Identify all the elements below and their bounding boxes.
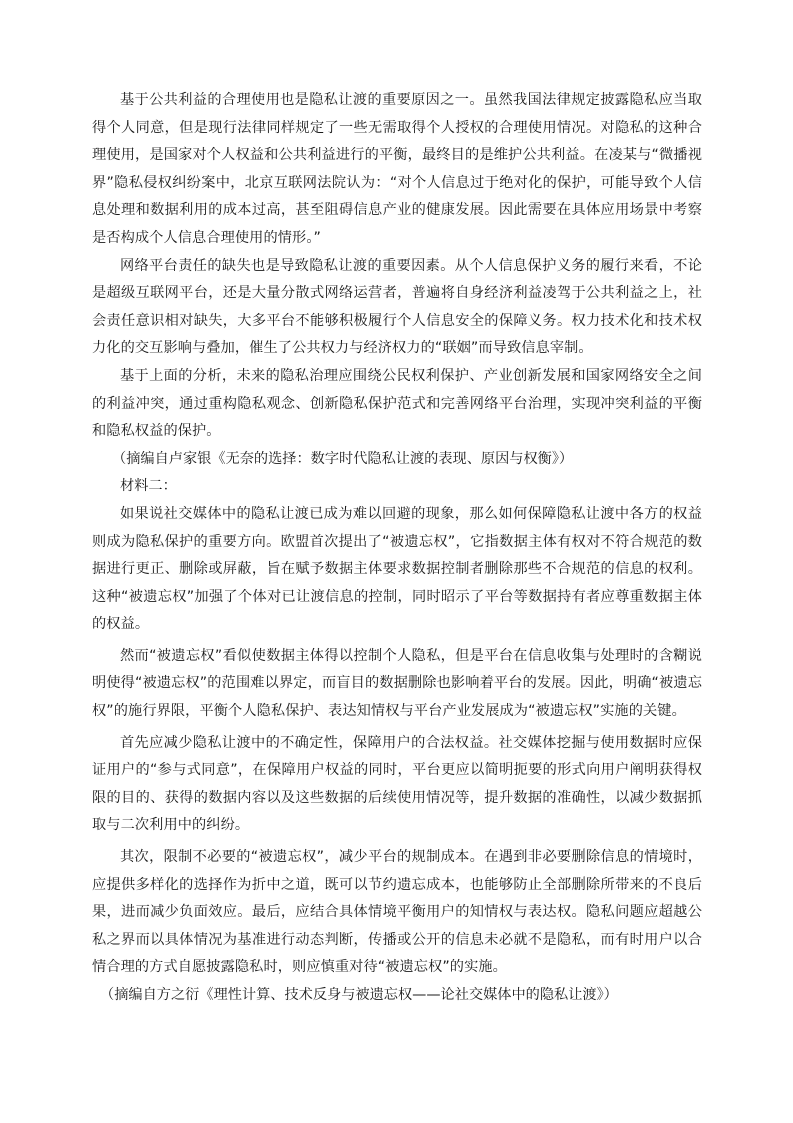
material2-label: 材料二： — [120, 478, 177, 495]
material2-source: （摘编自方之衍《理性计算、技术反身与被遗忘权——论社交媒体中的隐私让渡》） — [100, 987, 618, 1003]
material1-paragraph-3: 基于上面的分析，未来的隐私治理应围绕公民权利保护、产业创新发展和国家网络安全之间的利益冲突，通过重构隐私观念、创新隐私保护范式和完善网络平台治理，实现冲突利益的平衡和隐私权益的保护。 — [92, 367, 702, 440]
material1-paragraph-1: 基于公共利益的合理使用也是隐私让渡的重要原因之一。虽然我国法律规定披露隐私应当取得个人同意，但是现行法律同样规定了一些无需取得个人授权的合理使用情况。对隐私的这种合理使用，是国家对个人权益和公共利益进行的平衡，最终目的是维护公共利益。在凌某与“微播视界”隐私侵权纠纷案中，北京互联网法院认为：“对个人信息过于绝对化的保护，可能导致个人信息处理和数据利用的成本过高，甚至阻碍信息产业的健康发展。因此需要在具体应用场景中考察是否构成个人信息合理使用的情形。” — [92, 92, 702, 246]
material2-paragraph-2: 然而“被遗忘权”看似使数据主体得以控制个人隐私，但是平台在信息收集与处理时的含糊说明使得“被遗忘权”的范围难以界定，而盲目的数据删除也影响着平台的发展。因此，明确“被遗忘权”的施行界限，平衡个人隐私保护、表达知情权与平台产业发展成为“被遗忘权”实施的关键。 — [92, 647, 702, 720]
material2-paragraph-1: 如果说社交媒体中的隐私让渡已成为难以回避的现象，那么如何保障隐私让渡中各方的权益则成为隐私保护的重要方向。欧盟首次提出了“被遗忘权”，它指数据主体有权对不符合规范的数据进行更正、删除或屏蔽，旨在赋予数据主体要求数据控制者删除那些不合规范的信息的权利。这种“被遗忘权”加强了个体对已让渡信息的控制，同时昭示了平台等数据持有者应尊重数据主体的权益。 — [92, 505, 702, 633]
material2-paragraph-3: 首先应减少隐私让渡中的不确定性，保障用户的合法权益。社交媒体挖掘与使用数据时应保证用户的“参与式同意”，在保障用户权益的同时，平台更应以简明扼要的形式向用户阐明获得权限的目的、获得的数据内容以及这些数据的后续使用情况等，提升数据的准确性，以减少数据抓取与二次利用中的纠纷。 — [92, 734, 702, 834]
document-page — [92, 87, 702, 1010]
material2-paragraph-4: 其次，限制不必要的“被遗忘权”，减少平台的规制成本。在遇到非必要删除信息的情境时，应提供多样化的选择作为折中之道，既可以节约遗忘成本，也能够防止全部删除所带来的不良后果，进而减少负面效应。最后，应结合具体情境平衡用户的知情权与表达权。隐私问题应超越公私之界而以具体情况为基准进行动态判断，传播或公开的信息未必就不是隐私，而有时用户以合情合理的方式自愿披露隐私时，则应慎重对待“被遗忘权”的实施。 — [92, 849, 702, 976]
material1-source: （摘编自卢家银《无奈的选择：数字时代隐私让渡的表现、原因与权衡》） — [112, 450, 574, 467]
material1-paragraph-2: 网络平台责任的缺失也是导致隐私让渡的重要因素。从个人信息保护义务的履行来看，不论是超级互联网平台，还是大量分散式网络运营者，普遍将自身经济利益凌驾于公共利益之上，社会责任意识相对缺失，大多平台不能够积极履行个人信息安全的保障义务。权力技术化和技术权力化的交互影响与叠加，催生了公共权力与经济权力的“联姻”而导致信息宰制。 — [92, 257, 702, 357]
